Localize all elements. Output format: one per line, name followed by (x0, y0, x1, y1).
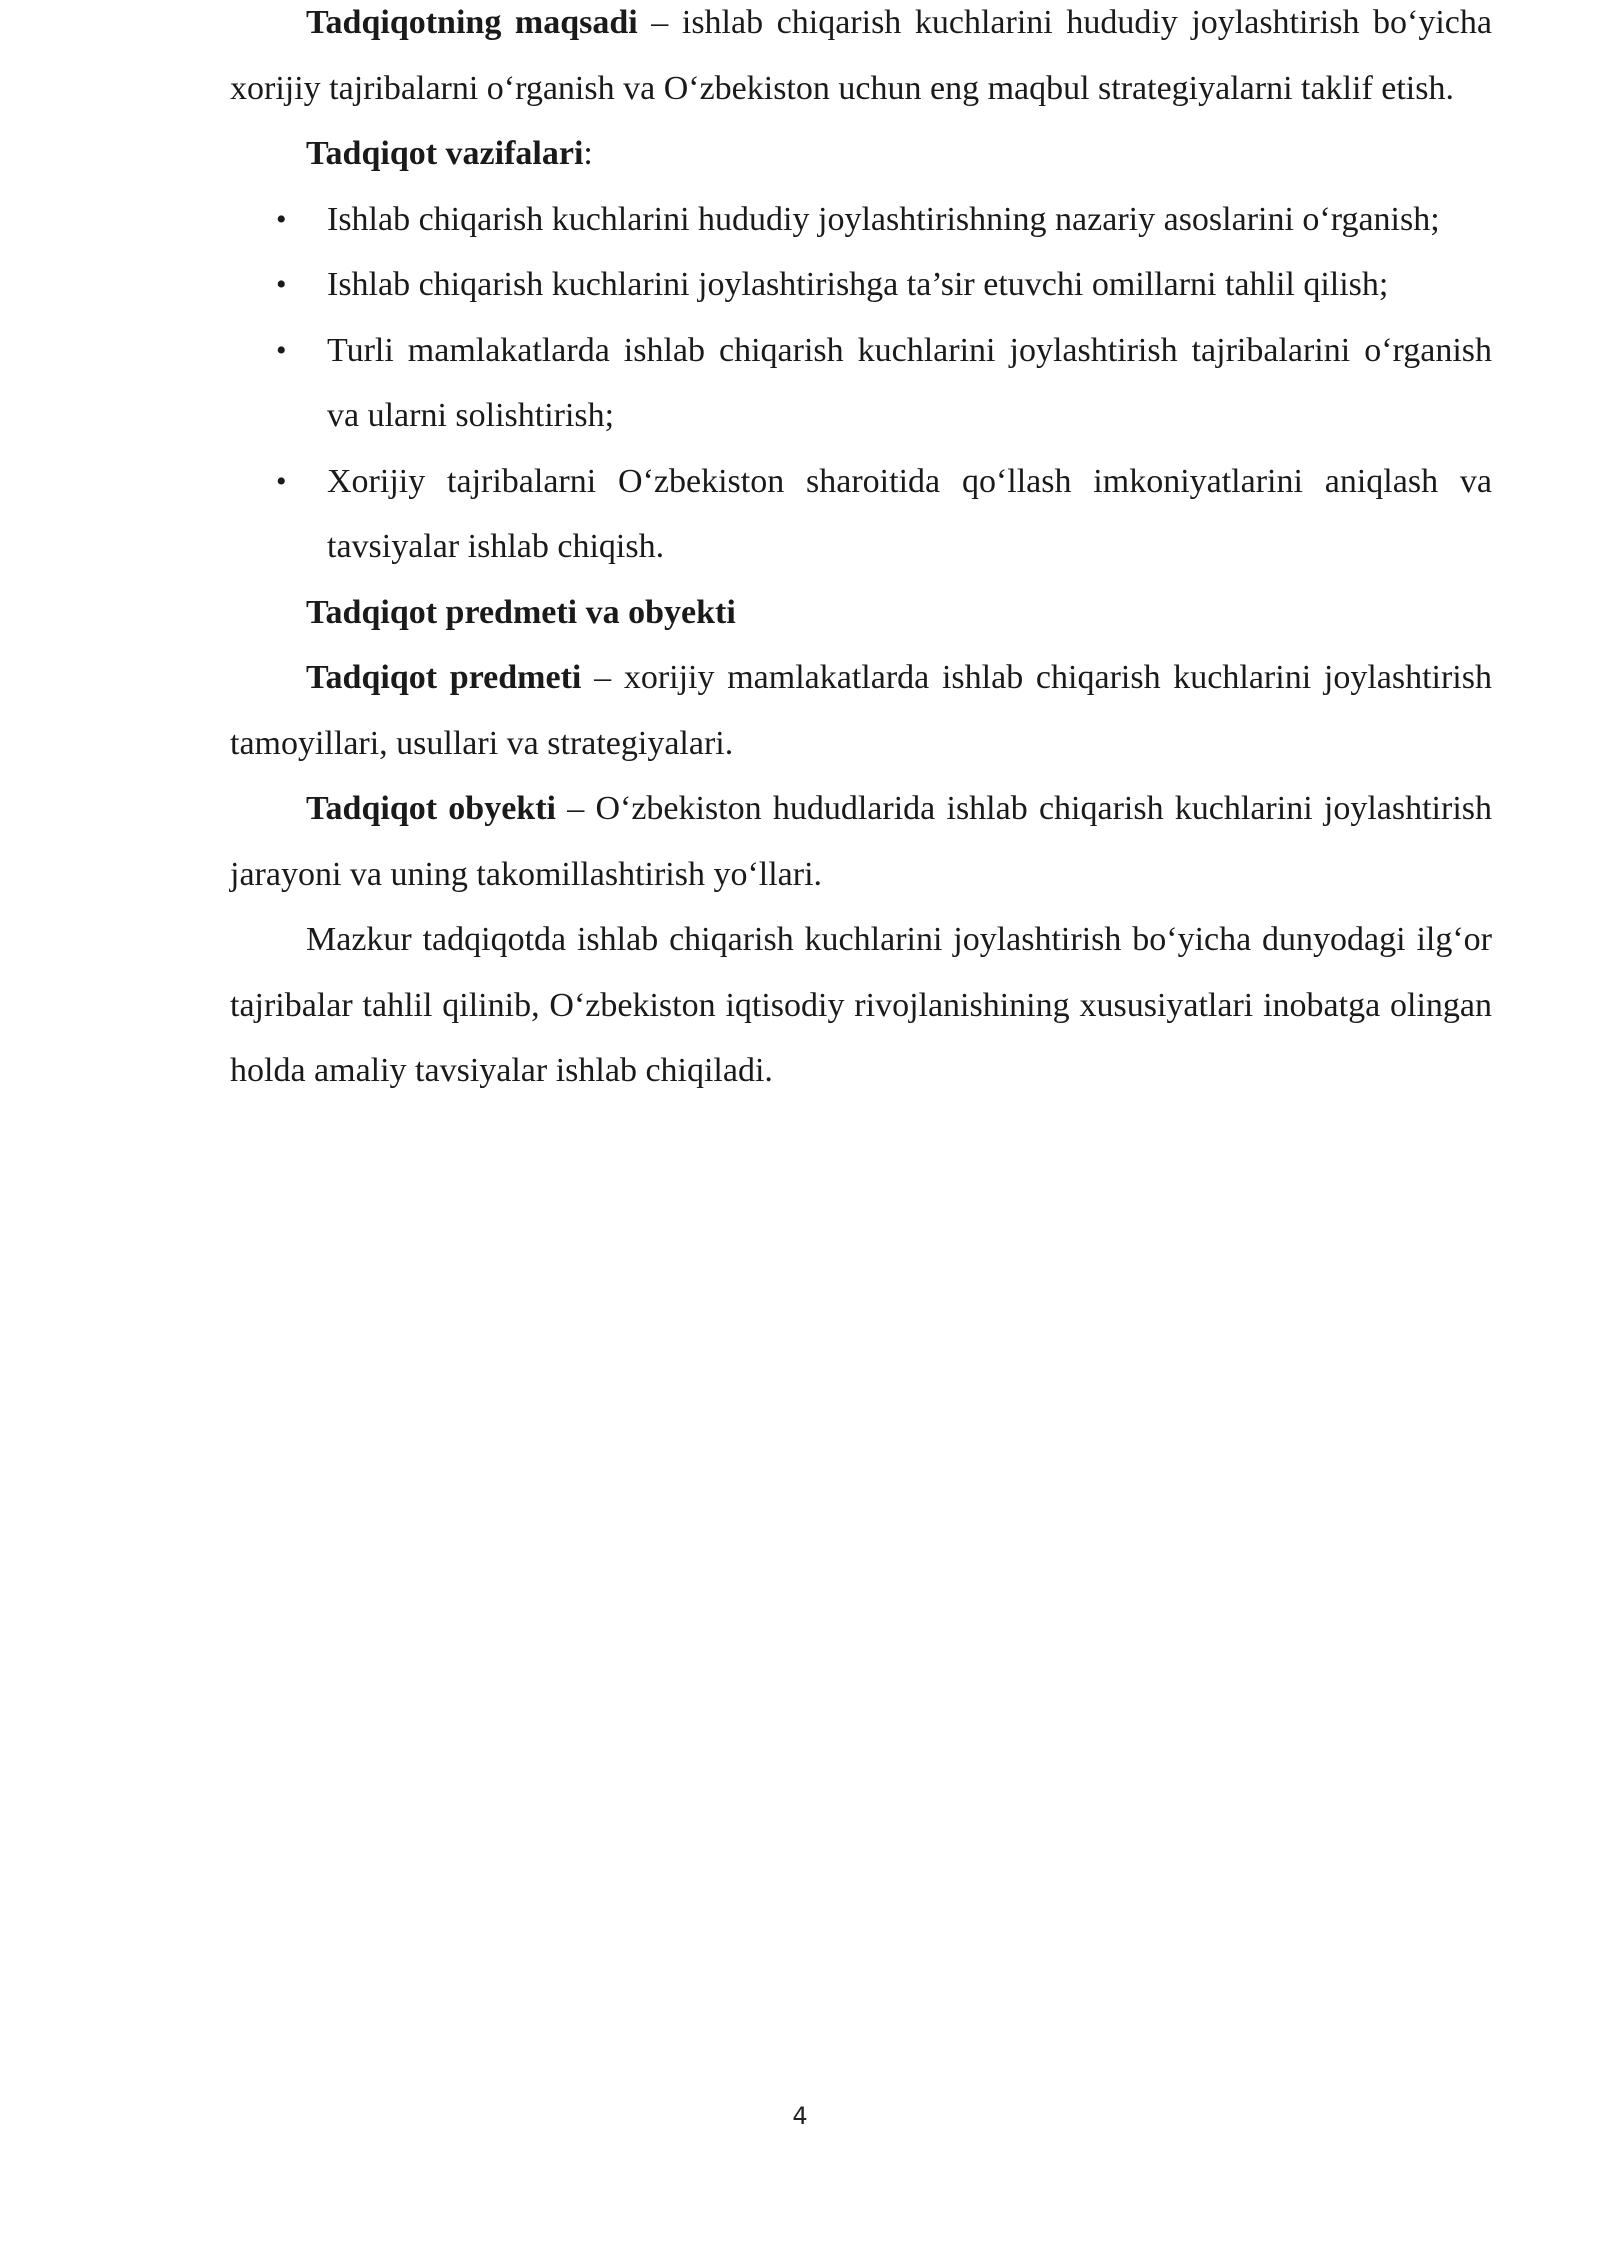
task-text: Ishlab chiqarish kuchlarini joylashtirishga ta’sir etuvchi omillarni tahlil qilish; (327, 266, 1389, 303)
task-text: Xorijiy tajribalarni O‘zbekiston sharoitida qo‘llash imkoniyatlarini aniqlash va tavsiyalar ishlab chiqish. (327, 462, 1492, 565)
research-tasks-heading (230, 121, 1492, 187)
task-text: Turli mamlakatlarda ishlab chiqarish kuchlarini joylashtirish tajribalarini o‘rganish va ularni solishtirish; (327, 331, 1492, 434)
research-tasks-colon: : (583, 135, 593, 172)
research-goal-text: – ishlab chiqarish kuchlarini hududiy joylashtirish bo‘yicha xorijiy tajribalarni o‘rganish va O‘zbekiston uchun eng maqbul strategiyalarni taklif etish. (230, 4, 1492, 107)
bullet-icon: • (276, 333, 287, 367)
research-object-text: – O‘zbekiston hududlarida ishlab chiqarish kuchlarini joylashtirish jarayoni va uning takomillashtirish yo‘llari. (230, 790, 1492, 893)
subject-object-heading: Tadqiqot predmeti va obyekti (306, 593, 736, 631)
bullet-icon: • (276, 202, 287, 236)
research-tasks-list (230, 187, 1492, 580)
research-goal-paragraph (230, 0, 1492, 121)
document-body (230, 0, 1492, 1104)
list-item (230, 449, 1492, 580)
research-subject-paragraph (230, 645, 1492, 776)
list-item (230, 187, 1492, 253)
bullet-icon: • (276, 464, 287, 498)
research-tasks-label: Tadqiqot vazifalari (306, 135, 584, 172)
research-subject-text: – xorijiy mamlakatlarda ishlab chiqarish kuchlarini joylashtirish tamoyillari, usullari va strategiyalari. (230, 659, 1492, 762)
research-goal-label: Tadqiqotning maqsadi (306, 4, 638, 41)
research-object-label: Tadqiqot obyekti (306, 790, 556, 827)
research-object-paragraph (230, 776, 1492, 907)
research-subject-label: Tadqiqot predmeti (306, 659, 582, 696)
bullet-icon: • (276, 268, 287, 301)
task-text: Ishlab chiqarish kuchlarini hududiy joylashtirishning nazariy asoslarini o‘rganish; (327, 200, 1440, 238)
list-item (230, 318, 1492, 449)
page-number: 4 (792, 2102, 808, 2130)
conclusion-paragraph: Mazkur tadqiqotda ishlab chiqarish kuchlarini joylashtirish bo‘yicha dunyodagi ilg‘or tajribalar tahlil qilinib, O‘zbekiston iqtisodiy rivojlanishining xususiyatlari inobatga olingan holda amaliy tavsiyalar ishlab chiqiladi. (230, 921, 1492, 1089)
list-item (230, 252, 1492, 318)
